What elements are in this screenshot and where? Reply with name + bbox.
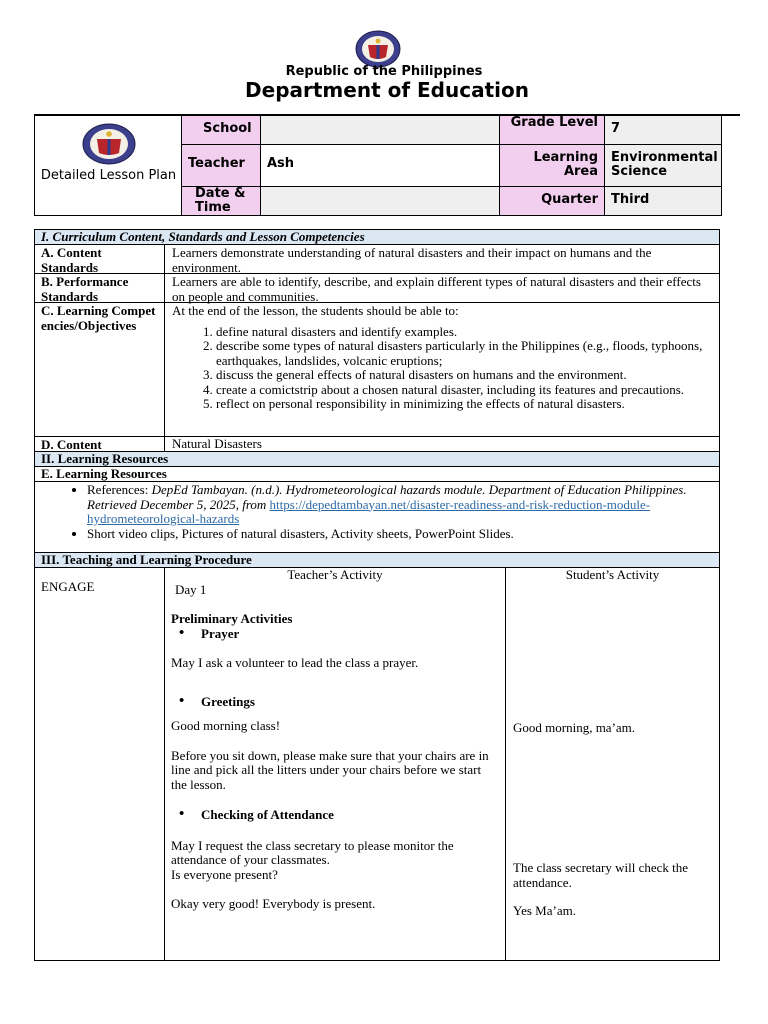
lesson-info-table	[34, 115, 722, 216]
date-time-label: Date & Time	[182, 187, 261, 215]
content-standards-label: A. Content Standards	[35, 245, 165, 273]
deped-seal-icon	[79, 122, 139, 166]
objective-item: 5. reflect on personal responsibility in minimizing the effects of natural disasters.	[216, 397, 713, 412]
content-standards-text: Learners demonstrate understanding of natural disasters and their impact on humans and the environment.	[172, 245, 652, 275]
content-row	[35, 437, 719, 452]
grade-level-value[interactable]: 7	[605, 116, 721, 145]
performance-standards-row	[35, 274, 719, 303]
objective-item: 1. define natural disasters and identify examples.	[216, 325, 713, 340]
department-title: Department of Education	[245, 78, 529, 102]
school-label: School	[182, 116, 261, 145]
greeting-text: Good morning class!	[171, 718, 281, 733]
competencies-intro: At the end of the lesson, the students should be able to:	[172, 303, 459, 318]
teacher-activity-header: Teacher’s Activity	[287, 567, 383, 582]
chairs-instruction: Before you sit down, please make sure that your chairs are in line and pick all the litters under your chairs before we start the lesson.	[171, 747, 489, 792]
objectives-list	[172, 325, 713, 412]
student-activity-cell	[506, 568, 719, 960]
learning-area-label: Learning Area	[500, 145, 605, 187]
references-prefix: References:	[87, 482, 152, 497]
materials-item: • Short video clips, Pictures of natural disasters, Activity sheets, PowerPoint Slides.	[87, 527, 719, 542]
date-time-value[interactable]	[261, 187, 500, 215]
student-activity-header: Student’s Activity	[565, 567, 660, 582]
resources-list-row	[35, 482, 719, 553]
quarter-label: Quarter	[500, 187, 605, 215]
competencies-label: C. Learning Competencies/Objectives	[35, 303, 165, 436]
grade-level-label: Grade Level	[500, 116, 605, 145]
phase-cell	[35, 568, 165, 960]
confirmation-text: Okay very good! Everybody is present.	[171, 896, 376, 911]
student-secretary: The class secretary will check the attendance.	[513, 860, 689, 890]
competencies-row	[35, 303, 719, 437]
teacher-value[interactable]: Ash	[261, 145, 500, 187]
school-value[interactable]	[261, 116, 500, 145]
references-citation: DepEd Tambayan. (n.d.). Hydrometeorological hazards module. Department of Education Philippines. Retrieved December 5, 2025, from	[87, 482, 687, 512]
resources-list	[35, 483, 719, 541]
competencies-cell	[166, 303, 719, 413]
prayer-text: May I ask a volunteer to lead the class a prayer.	[171, 655, 419, 670]
quarter-value[interactable]: Third	[605, 187, 721, 215]
student-yes: Yes Ma’am.	[513, 903, 576, 918]
objective-item: 4. create a comictstrip about a chosen natural disaster, including its features and precautions.	[216, 383, 713, 398]
republic-title: Republic of the Philippines	[285, 64, 483, 79]
performance-standards-text: Learners are able to identify, describe, and explain different types of natural disasters and their effects on people and communities.	[172, 274, 701, 304]
attendance-heading: • Checking of Attendance	[171, 808, 499, 823]
teacher-activity-cell	[165, 568, 506, 960]
section-procedure-title: III. Teaching and Learning Procedure	[35, 553, 719, 568]
performance-standards-label: B. Performance Standards	[35, 274, 165, 302]
section-curriculum-title: I. Curriculum Content, Standards and Lesson Competencies	[35, 230, 719, 245]
teacher-label: Teacher	[182, 145, 261, 187]
content-standards-row	[35, 245, 719, 274]
learning-area-value[interactable]: Environmental Science	[605, 145, 721, 187]
references-item	[87, 483, 719, 527]
lesson-plan-title: Detailed Lesson Plan	[40, 168, 177, 183]
section-resources-title: II. Learning Resources	[35, 452, 719, 467]
logo-cell	[35, 116, 182, 215]
objective-item: 3. discuss the general effects of natural disasters on humans and the environment.	[216, 368, 713, 383]
references-link[interactable]: https://depedtambayan.net/disaster-readiness-and-risk-reduction-module-hydrometeorological-hazards	[87, 496, 651, 526]
student-greeting: Good morning, ma’am.	[513, 720, 636, 735]
phase-label: ENGAGE	[41, 579, 95, 594]
deped-seal-icon	[354, 30, 402, 68]
prayer-heading: • Prayer	[171, 627, 499, 642]
learning-resources-subtitle: E. Learning Resources	[35, 467, 719, 482]
lesson-content-table	[34, 229, 720, 961]
objective-item: 2. describe some types of natural disasters particularly in the Philippines (e.g., floods, typhoons, earthquakes, landslides, volcanic eruptions;	[216, 339, 713, 368]
attendance-text: May I request the class secretary to please monitor the attendance of your classmates. Is everyone present?	[171, 837, 454, 882]
content-text: Natural Disasters	[172, 436, 262, 451]
procedure-row	[35, 568, 719, 960]
greetings-heading: • Greetings	[171, 695, 499, 710]
content-label: D. Content	[35, 437, 165, 451]
day-label: Day 1	[175, 581, 207, 597]
preliminary-heading: Preliminary Activities	[171, 611, 293, 626]
